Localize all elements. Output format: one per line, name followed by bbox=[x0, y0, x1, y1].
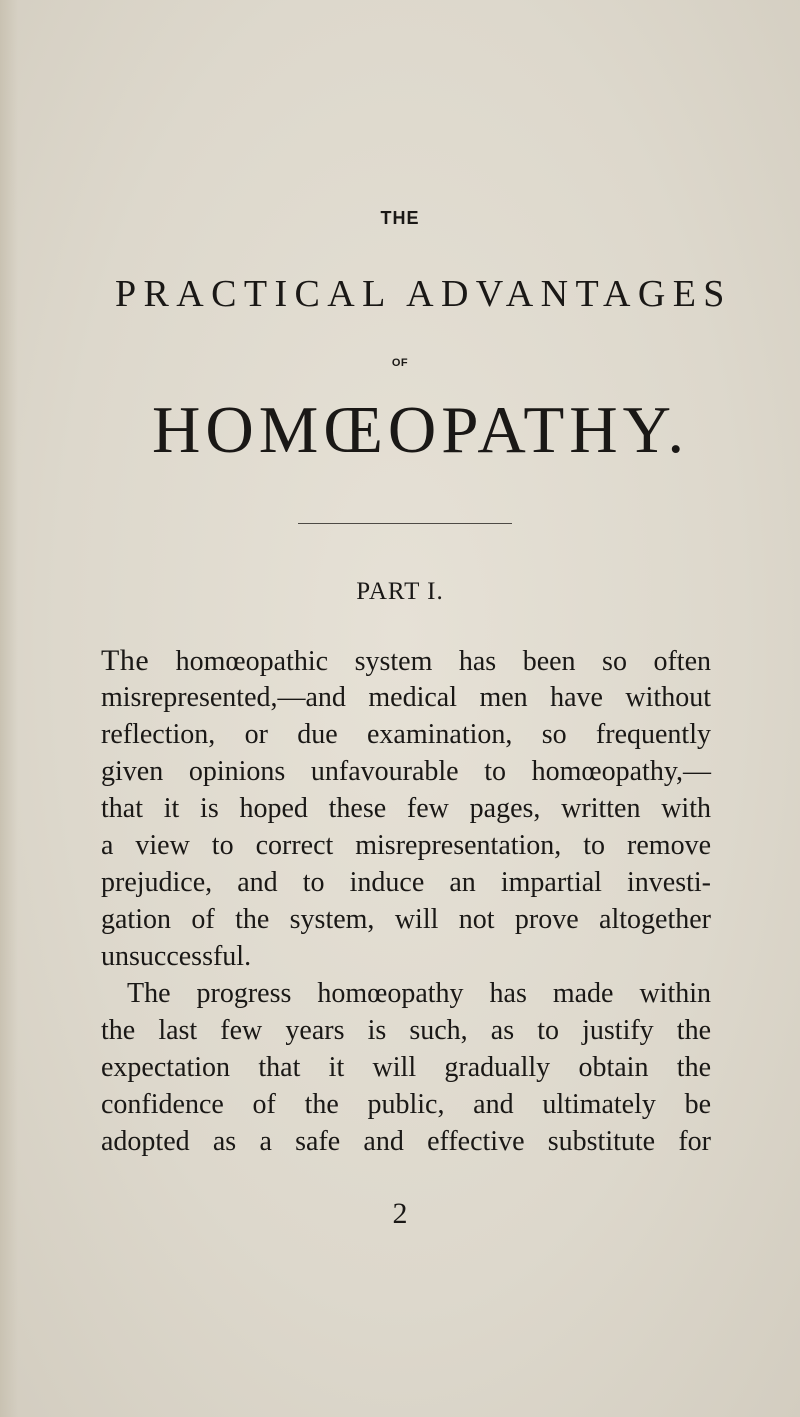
body-line-9: unsuccessful. bbox=[101, 941, 252, 972]
body-line-12: expectation that it will gradually obtain the bbox=[101, 1052, 711, 1083]
part-heading: PART I. bbox=[356, 578, 444, 605]
body-line-13: confidence of the public, and ultimately be bbox=[101, 1089, 711, 1120]
page-number: 2 bbox=[392, 1197, 408, 1230]
body-line-11: the last few years is such, as to justify the bbox=[101, 1015, 711, 1046]
body-line-4: given opinions unfavourable to homœopathy,— bbox=[101, 756, 711, 787]
body-line-1 bbox=[101, 643, 711, 680]
body-line-5: that it is hoped these few pages, written with bbox=[101, 793, 711, 824]
drop-word: The bbox=[101, 644, 150, 677]
body-line-6: a view to correct misrepresentation, to remove bbox=[101, 830, 711, 861]
body-line-7: prejudice, and to induce an impartial investi- bbox=[101, 867, 711, 898]
body-line-2: misrepresented,—and medical men have without bbox=[101, 682, 711, 713]
body-line-10: The progress homœopathy has made within bbox=[127, 978, 711, 1009]
body-line-3: reflection, or due examination, so frequently bbox=[101, 719, 711, 750]
title-prefix: THE bbox=[380, 208, 420, 228]
body-line-8: gation of the system, will not prove altogether bbox=[101, 904, 711, 935]
title-connector: OF bbox=[391, 357, 409, 369]
title-subject: HOMŒOPATHY. bbox=[152, 393, 690, 467]
body-line-text: homœopathic system has been so often bbox=[175, 646, 711, 677]
title-divider bbox=[298, 523, 512, 524]
main-title: PRACTICAL ADVANTAGES bbox=[115, 273, 732, 315]
body-line-14: adopted as a safe and effective substitute for bbox=[101, 1126, 711, 1157]
